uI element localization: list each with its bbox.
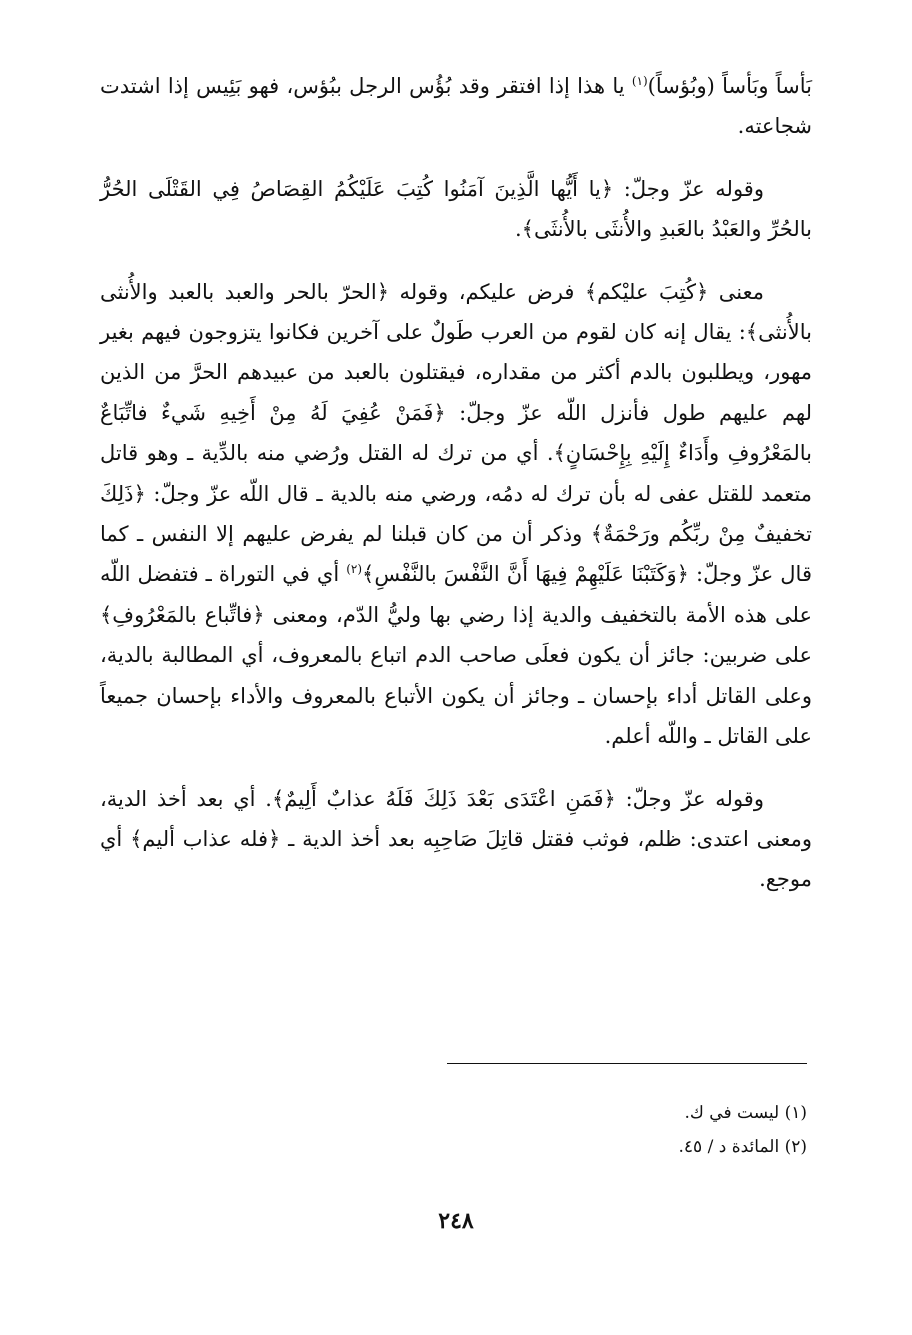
paragraph-3 xyxy=(100,272,812,757)
paragraph-3-start: معنى ﴿كُتِبَ عليْكم﴾ فرض عليكم، وقوله ﴿الحرّ بالحر والعبد بالعبد والأُنثى بالأُنثى﴾: يقال إنه كان لقوم من العرب طَولٌ على آخرين فكانوا يتزوجون فيهم بغير مهور، ويطلبون بالدم أكثر من مقداره، فيقتلون بالعبد من عبيدهم الحرَّ من الذين لهم عليهم طول فأنزل اللّه عزّ وجلّ: ﴿فَمَنْ عُفِيَ لَهُ مِنْ أَخِيهِ شَيءٌ فاتِّبَاعٌ بالمَعْرُوفِ وأَدَاءٌ إِلَيْهِ بِإِحْسَانٍ﴾. أي من ترك له القتل ورُضي منه بالدِّية ـ وهو قاتل متعمد للقتل عفى له بأن ترك له دمُه، ورضي منه بالدية ـ قال اللّه عزّ وجلّ: ﴿ذَلِكَ تخفيفٌ مِنْ ربِّكُم ورَحْمَةٌ﴾ وذكر أن من كان قبلنا لم يفرض عليهم إلا النفس ـ كما قال عزّ وجلّ: ﴿وَكَتَبْنَا عَلَيْهِمْ فِيهَا أَنَّ النَّفْسَ بالنَّفْسِ﴾ xyxy=(100,279,812,587)
paragraph-3-end: أي في التوراة ـ فتفضل اللّه على هذه الأمة بالتخفيف والدية إذا رضي بها وليُّ الدّم، ومعنى ﴿فاتِّباع بالمَعْرُوفِ﴾ على ضربين: جائز أن يكون فعلَى صاحب الدم اتباع بالمعروف، أي المطالبة بالدية، وعلى القاتل أداء بإحسان ـ وجائز أن يكون الأتباع بالمعروف والأداء بإحسان جميعاً على القاتل ـ واللّه أعلم. xyxy=(100,562,812,749)
main-text xyxy=(100,66,812,900)
paragraph-2-text: وقوله عزّ وجلّ: ﴿يا أَيُّها الَّذِينَ آمَنُوا كُتِبَ عَلَيْكُمُ القِصَاصُ فِي القَتْلَى الحُرُّ بالحُرِّ والعَبْدُ بالعَبدِ والأُنثَى بالأُنثَى﴾. xyxy=(100,176,812,242)
footnote-marker-2: (٢) xyxy=(346,562,363,577)
paragraph-4 xyxy=(100,779,812,900)
paragraph-4-text: وقوله عزّ وجلّ: ﴿فَمَنِ اعْتَدَى بَعْدَ ذَلِكَ فَلَهُ عذابٌ أَلِيمٌ﴾. أي بعد أخذ الدية، ومعنى اعتدى: ظلم، فوثب فقتل قاتِلَ صَاحِبِه بعد أخذ الدية ـ ﴿فله عذاب أليم﴾ أي موجع. xyxy=(100,786,812,892)
footnote-marker-1: (١) xyxy=(631,74,648,88)
page-number: ٢٤٨ xyxy=(438,1208,474,1234)
paragraph-1-start: بَأساً وبَأساً (وبُؤساً) xyxy=(647,74,812,98)
footnote-divider xyxy=(447,1063,807,1064)
footnotes xyxy=(407,1096,807,1164)
paragraph-1 xyxy=(100,66,812,147)
footnote-2: (٢) المائدة د / ٤٥. xyxy=(678,1137,807,1157)
paragraph-2 xyxy=(100,169,812,250)
footnote-1: (١) ليست في ك. xyxy=(684,1103,807,1123)
paragraph-1-end: يا هذا إذا افتقر وقد بُؤُس الرجل ببُؤس، فهو بَئِيس إذا اشتدت شجاعته. xyxy=(100,74,812,139)
